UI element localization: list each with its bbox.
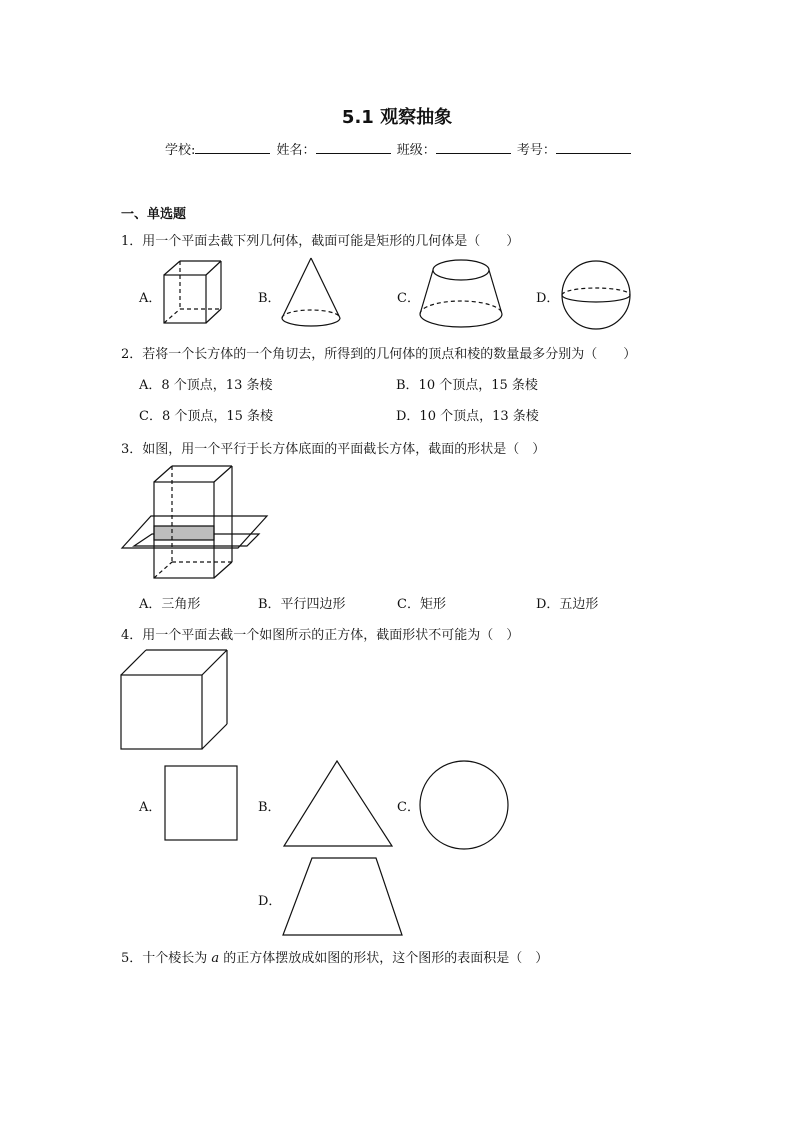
question-5-text-before: 5．十个棱长为 (121, 951, 212, 966)
q3-option-b: B．平行四边形 (258, 597, 346, 612)
square-icon (163, 764, 239, 842)
q4-option-a-label: A． (139, 800, 162, 815)
sphere-icon (559, 259, 633, 331)
exam-no-blank[interactable] (556, 141, 631, 154)
q1-option-a-label: A． (139, 291, 162, 306)
q1-option-c-label: C． (397, 291, 420, 306)
name-blank[interactable] (316, 141, 391, 154)
school-blank[interactable] (195, 141, 270, 154)
q4-option-c-label: C． (397, 800, 420, 815)
question-5-text (121, 947, 548, 966)
q3-option-c: C．矩形 (397, 597, 446, 612)
q3-option-a: A．三角形 (139, 597, 201, 612)
section-title: 一、单选题 (121, 207, 187, 222)
class-blank[interactable] (436, 141, 511, 154)
exam-no-label: 考号： (516, 143, 556, 158)
name-label: 姓名： (276, 143, 316, 158)
student-info-line (165, 139, 633, 158)
q2-option-c: C．8 个顶点，15 条棱 (139, 409, 274, 424)
page-title: 5.1 观察抽象 (341, 107, 453, 128)
question-5-text-after: 的正方体摆放成如图的形状，这个图形的表面积是（ ） (219, 951, 549, 966)
trapezoid-icon (281, 856, 405, 938)
frustum-icon (418, 257, 504, 331)
triangle-icon (282, 759, 394, 849)
q2-option-a: A．8 个顶点，13 条棱 (139, 378, 273, 393)
q1-option-b-label: B． (258, 291, 281, 306)
cuboid-with-section-plane-figure (118, 464, 270, 582)
variable-a: a (211, 951, 220, 966)
q4-option-b-label: B． (258, 800, 281, 815)
q4-option-d-label: D． (258, 894, 282, 909)
cone-icon (280, 256, 342, 330)
q1-option-d-label: D． (536, 291, 560, 306)
class-label: 班级： (396, 143, 436, 158)
cube-icon (162, 259, 224, 327)
question-3-text: 3．如图，用一个平行于长方体底面的平面截长方体，截面的形状是（ ） (121, 442, 546, 457)
cube-figure (119, 648, 231, 752)
school-label: 学校: (165, 143, 196, 158)
q2-option-d: D．10 个顶点，13 条棱 (396, 409, 539, 424)
q3-option-d: D．五边形 (536, 597, 599, 612)
circle-icon (418, 759, 510, 851)
question-1-text: 1．用一个平面去截下列几何体，截面可能是矩形的几何体是（ ） (121, 234, 520, 249)
question-2-text: 2．若将一个长方体的一个角切去，所得到的几何体的顶点和棱的数量最多分别为（ ） (121, 347, 637, 362)
question-4-text: 4．用一个平面去截一个如图所示的正方体，截面形状不可能为（ ） (121, 628, 520, 643)
q2-option-b: B．10 个顶点，15 条棱 (396, 378, 538, 393)
